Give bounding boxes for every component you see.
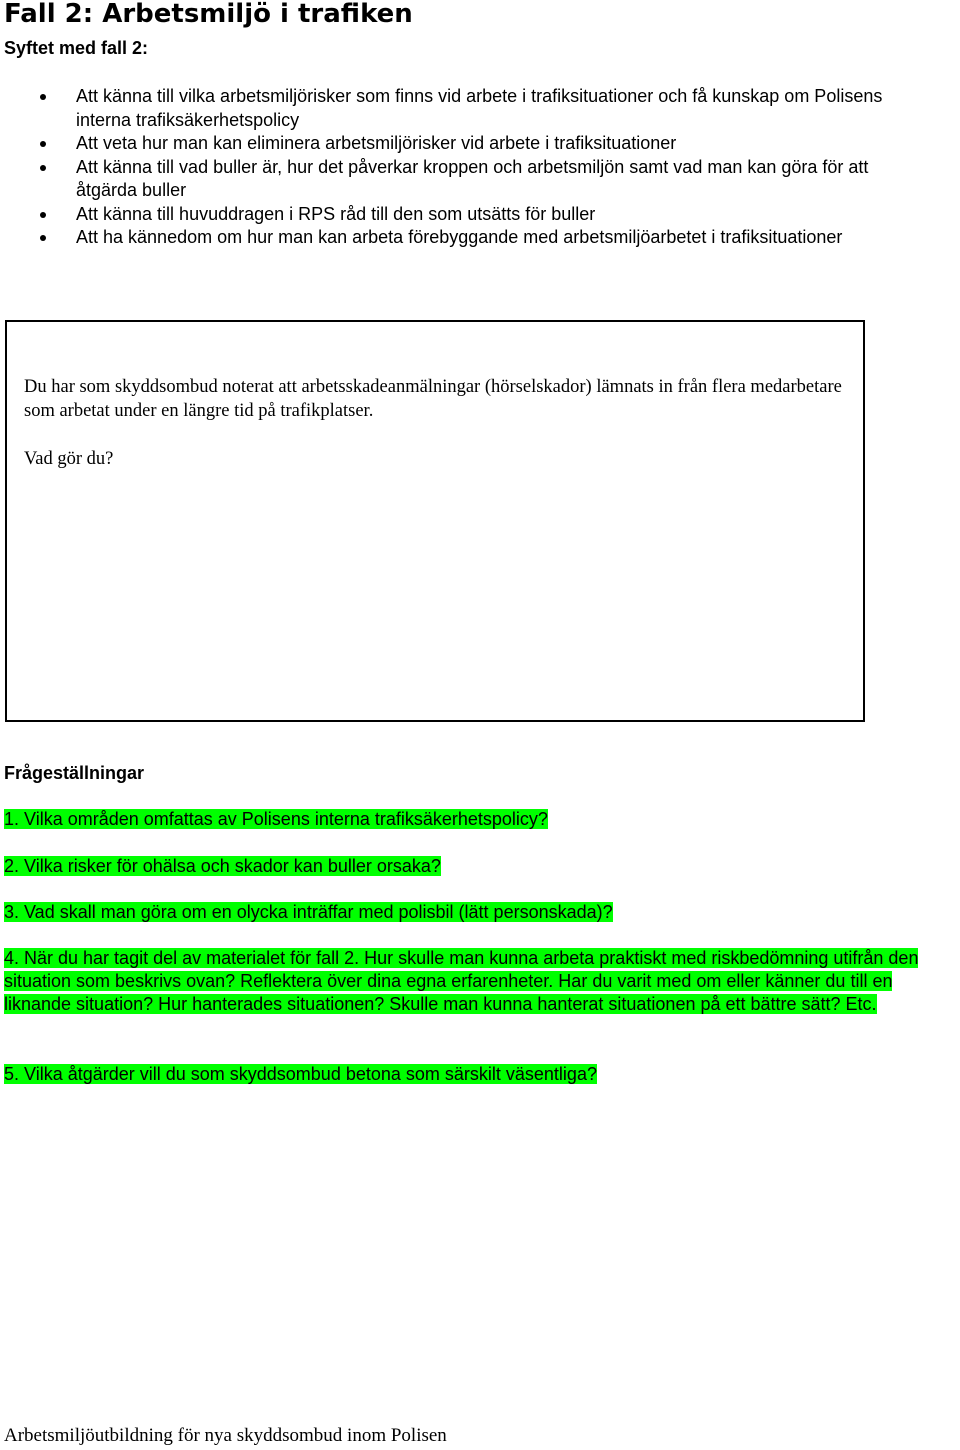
goal-text: Att känna till vad buller är, hur det påverkar kroppen och arbetsmiljön samt vad man kan göra för att åtgärda buller bbox=[76, 156, 869, 200]
goal-item bbox=[0, 156, 930, 203]
goals-list bbox=[0, 85, 930, 250]
bullet-icon bbox=[40, 94, 46, 100]
question-item bbox=[4, 855, 956, 878]
goal-item bbox=[0, 85, 930, 132]
bullet-icon bbox=[40, 212, 46, 218]
question-item bbox=[4, 947, 956, 1017]
bullet-icon bbox=[40, 235, 46, 241]
question-text: 2. Vilka risker för ohälsa och skador kan buller orsaka? bbox=[4, 856, 441, 876]
goal-item bbox=[0, 203, 930, 227]
page-footer: Arbetsmiljöutbildning för nya skyddsombud inom Polisen bbox=[4, 1425, 447, 1446]
document-title: Fall 2: Arbetsmiljö i trafiken bbox=[4, 0, 413, 29]
case-description: Du har som skyddsombud noterat att arbetsskadeanmälningar (hörselskador) lämnats in från flera medarbetare som arbetat under en längre tid på trafikplatser. bbox=[24, 377, 842, 421]
question-text: 1. Vilka områden omfattas av Polisens interna trafiksäkerhetspolicy? bbox=[4, 809, 548, 829]
goal-text: Att veta hur man kan eliminera arbetsmiljörisker vid arbete i trafiksituationer bbox=[76, 133, 677, 153]
purpose-heading: Syftet med fall 2: bbox=[4, 38, 149, 58]
goal-item bbox=[0, 132, 930, 156]
question-item bbox=[4, 1063, 956, 1086]
bullet-icon bbox=[40, 141, 46, 147]
question-item bbox=[4, 901, 956, 924]
case-box bbox=[5, 320, 865, 722]
goal-item bbox=[0, 226, 930, 250]
goal-text: Att ha kännedom om hur man kan arbeta förebyggande med arbetsmiljöarbetet i trafiksituationer bbox=[76, 227, 843, 247]
question-text: 4. När du har tagit del av materialet för fall 2. Hur skulle man kunna arbeta praktiskt med riskbedömning utifrån den situation som beskrivs ovan? Reflektera över dina egna erfarenheter. Har du varit med om eller känner du till en liknande situation? Hur hanterades situationen? Skulle man kunna hanterat situationen på ett bättre sätt? Etc. bbox=[4, 948, 919, 1015]
goal-text: Att känna till vilka arbetsmiljörisker som finns vid arbete i trafiksituationer och få kunskap om Polisens interna trafiksäkerhetspolicy bbox=[76, 86, 883, 130]
question-text: 5. Vilka åtgärder vill du som skyddsombud betona som särskilt väsentliga? bbox=[4, 1064, 597, 1084]
bullet-icon bbox=[40, 165, 46, 171]
question-item bbox=[4, 808, 956, 831]
case-question: Vad gör du? bbox=[24, 449, 114, 469]
question-text: 3. Vad skall man göra om en olycka inträffar med polisbil (lätt personskada)? bbox=[4, 902, 613, 922]
goal-text: Att känna till huvuddragen i RPS råd till den som utsätts för buller bbox=[76, 203, 596, 224]
questions-heading: Frågeställningar bbox=[4, 763, 145, 783]
